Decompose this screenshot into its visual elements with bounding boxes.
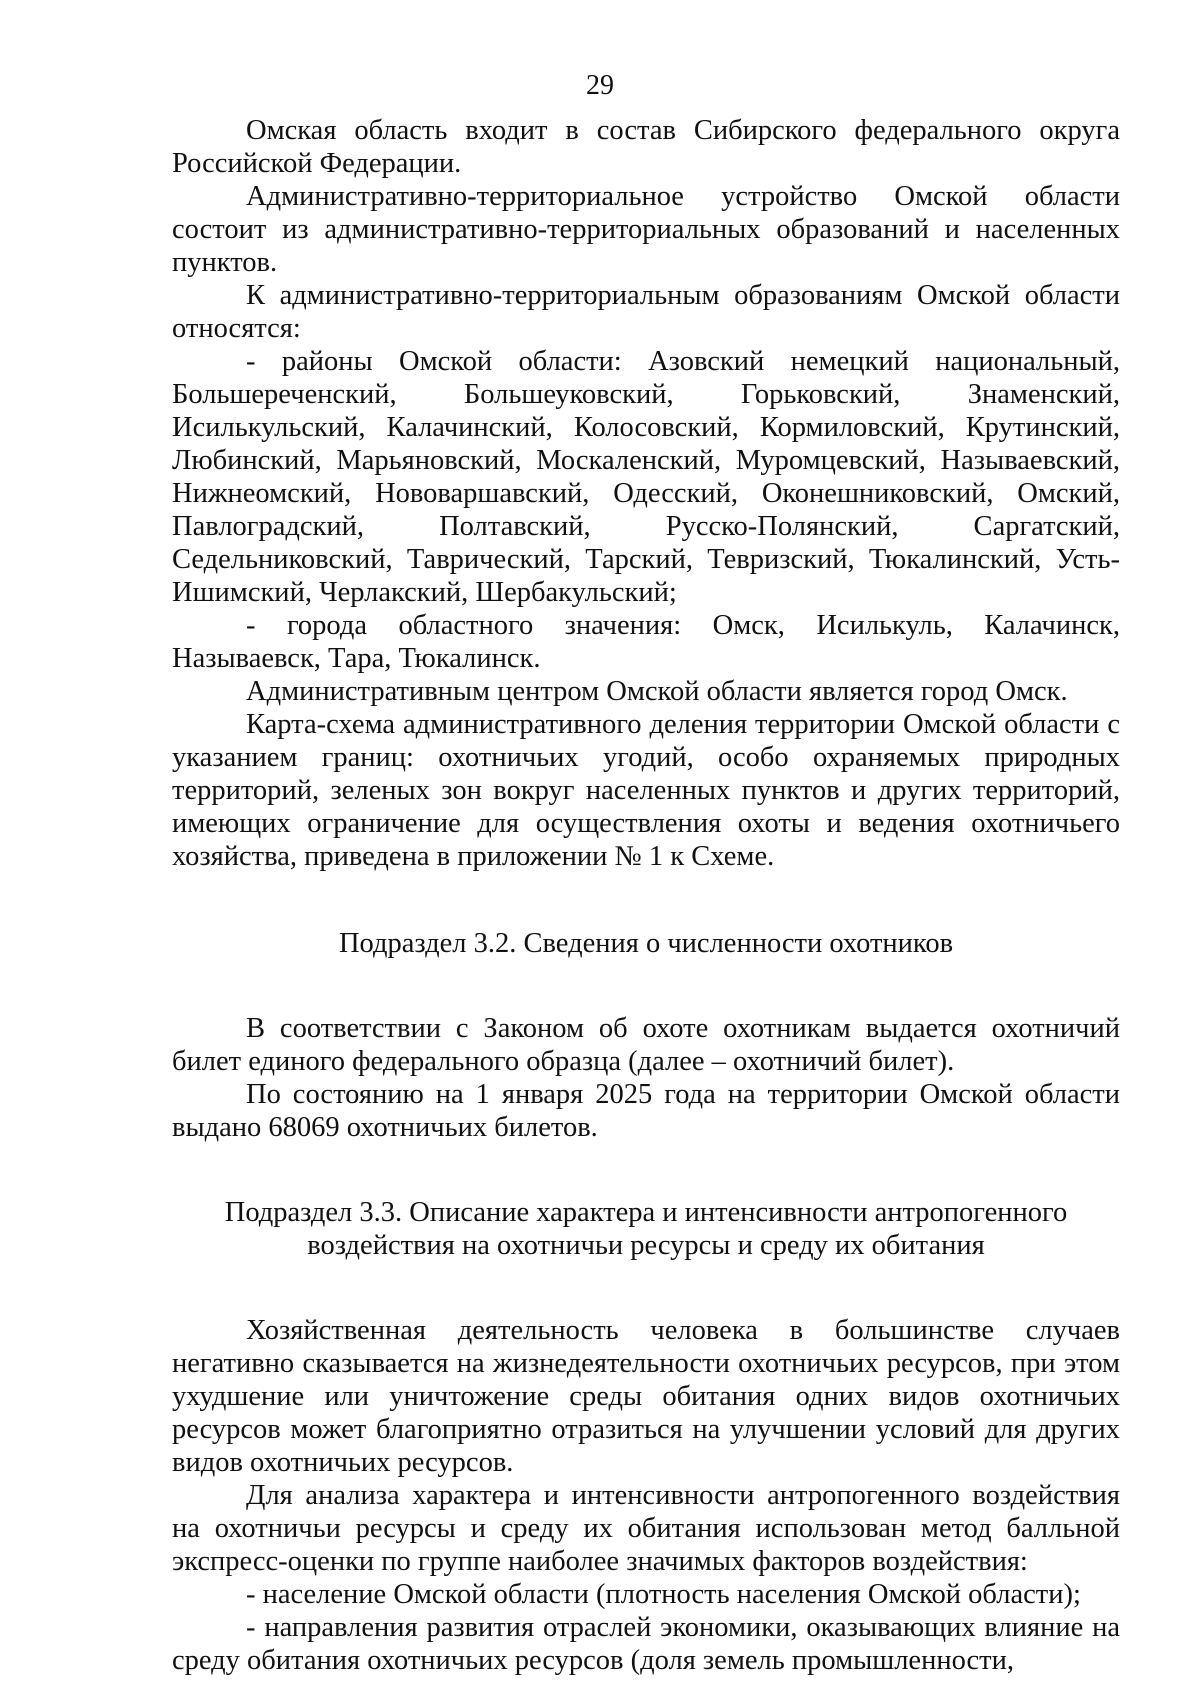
paragraph: Административным центром Омской области является город Омск.	[246, 676, 1068, 707]
paragraph: Хозяйственная деятельность человека в большинстве случаев негативно сказывается на жизнедеятельности охотничьих ресурсов, при этом ухудшение или уничтожение среды обитания одних видов охотничьих ресурсов может благоприятно отразиться на улучшении условий для других видов охотничьих ресурсов.	[172, 1315, 1120, 1478]
page-number: 29	[586, 70, 614, 101]
paragraph: Омская область входит в состав Сибирского федерального округа Российской Федерации.	[172, 115, 1120, 179]
section-heading-3-3-line2: воздействия на охотничьи ресурсы и среду их обитания	[307, 1230, 985, 1261]
list-item-cities: - города областного значения: Омск, Исилькуль, Калачинск, Называевск, Тара, Тюкалинск.	[172, 610, 1120, 674]
list-item-factor: - население Омской области (плотность населения Омской области);	[246, 1579, 1081, 1610]
paragraph: К административно-территориальным образованиям Омской области относятся:	[172, 280, 1120, 344]
document-body	[172, 114, 1120, 1677]
section-heading-3-2: Подраздел 3.2. Сведения о численности охотников	[338, 928, 954, 959]
paragraph: Для анализа характера и интенсивности антропогенного воздействия на охотничьи ресурсы и среду их обитания использован метод балльной экспресс-оценки по группе наиболее значимых факторов воздействия:	[172, 1480, 1120, 1577]
list-item-factor: - направления развития отраслей экономики, оказывающих влияние на среду обитания охотничьих ресурсов (доля земель промышленности,	[172, 1612, 1120, 1676]
section-heading-3-3-line1: Подраздел 3.3. Описание характера и интенсивности антропогенного	[224, 1197, 1068, 1228]
list-item-districts: - районы Омской области: Азовский немецкий национальный, Большереченский, Большеуковский, Горьковский, Знаменский, Исилькульский, Калачинский, Колосовский, Кормиловский, Крутинский, Любинский, Марьяновский, Москаленский, Муромцевский, Называевский, Нижнеомский, Нововаршавский, Одесский, Оконешниковский, Омский, Павлоградский, Полтавский, Русско-Полянский, Саргатский, Седельниковский, Таврический, Тарский, Тевризский, Тюкалинский, Усть-Ишимский, Черлакский, Шербакульский;	[172, 346, 1120, 608]
section-heading-3-3	[172, 1196, 1120, 1262]
paragraph: По состоянию на 1 января 2025 года на территории Омской области выдано 68069 охотничьих билетов.	[172, 1079, 1120, 1143]
paragraph: Карта-схема административного деления территории Омской области с указанием границ: охотничьих угодий, особо охраняемых природных территорий, зеленых зон вокруг населенных пунктов и других территорий, имеющих ограничение для осуществления охоты и ведения охотничьего хозяйства, приведена в приложении № 1 к Схеме.	[172, 709, 1120, 872]
paragraph: Административно-территориальное устройство Омской области состоит из административно-территориальных образований и населенных пунктов.	[172, 181, 1120, 278]
paragraph: В соответствии с Законом об охоте охотникам выдается охотничий билет единого федерального образца (далее – охотничий билет).	[172, 1013, 1120, 1077]
